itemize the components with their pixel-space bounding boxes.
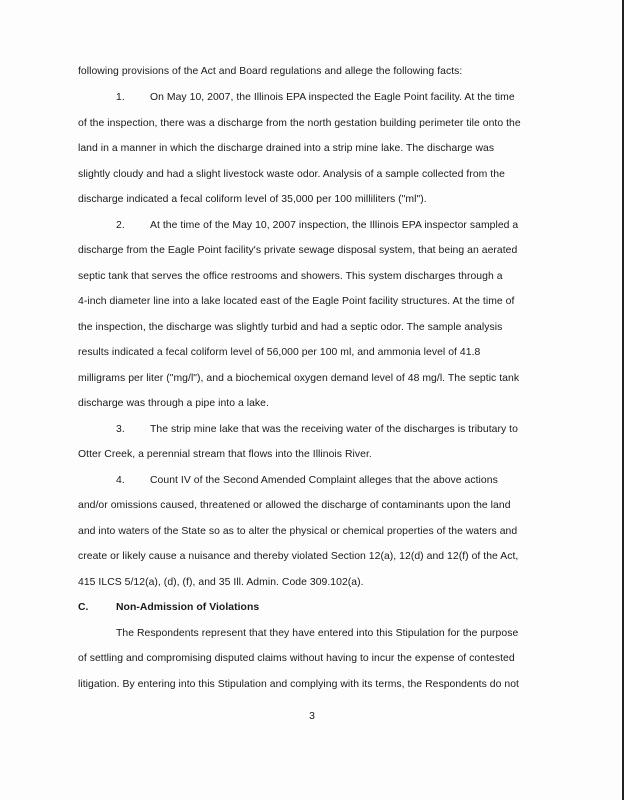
paragraph-text: At the time of the May 10, 2007 inspection, the Illinois EPA inspector sampled a	[150, 220, 519, 231]
paragraph-line: Otter Creek, a perennial stream that flows into the Illinois River.	[78, 449, 372, 460]
section-line: of settling and compromising disputed claims without having to incur the expense of contested	[78, 653, 515, 664]
paragraph-line: 415 ILCS 5/12(a), (d), (f), and 35 Ill. Admin. Code 309.102(a).	[78, 577, 364, 588]
paragraph-line: discharge indicated a fecal coliform level of 35,000 per 100 milliliters ("ml").	[78, 194, 427, 205]
paragraph-line: discharge from the Eagle Point facility's private sewage disposal system, that being an aerated	[78, 245, 518, 256]
paragraph-line: 4-inch diameter line into a lake located east of the Eagle Point facility structures. At the time of	[78, 296, 515, 307]
paragraph-line: results indicated a fecal coliform level of 56,000 per 100 ml, and ammonia level of 41.8	[78, 347, 481, 358]
paragraph-1-first-line	[116, 92, 515, 104]
paragraph-line: land in a manner in which the discharge drained into a strip mine lake. The discharge was	[78, 143, 495, 154]
paragraph-number: 3.	[116, 424, 125, 435]
paragraph-line: slightly cloudy and had a slight livestock waste odor. Analysis of a sample collected from the	[78, 169, 505, 180]
paragraph-number: 1.	[116, 92, 125, 103]
paragraph-line: septic tank that serves the office restrooms and showers. This system discharges through a	[78, 271, 503, 282]
paragraph-line: discharge was through a pipe into a lake.	[78, 398, 269, 409]
paragraph-text: On May 10, 2007, the Illinois EPA inspected the Eagle Point facility. At the time	[150, 92, 515, 103]
page-number: 3	[309, 711, 315, 722]
paragraph-3-first-line	[116, 424, 518, 436]
paragraph-line: the inspection, the discharge was slightly turbid and had a septic odor. The sample analysis	[78, 322, 503, 333]
paragraph-text: The strip mine lake that was the receiving water of the discharges is tributary to	[150, 424, 518, 435]
paragraph-4-first-line	[116, 475, 498, 487]
paragraph-line: of the inspection, there was a discharge from the north gestation building perimeter tile onto the	[78, 118, 521, 129]
paragraph-line: milligrams per liter ("mg/l"), and a biochemical oxygen demand level of 48 mg/l. The septic tank	[78, 373, 520, 384]
section-heading	[78, 602, 259, 614]
paragraph-line: and into waters of the State so as to alter the physical or chemical properties of the waters and	[78, 526, 518, 537]
section-first-line: The Respondents represent that they have entered into this Stipulation for the purpose	[116, 628, 519, 639]
section-letter: C.	[78, 602, 89, 613]
section-title: Non-Admission of Violations	[116, 602, 260, 613]
paragraph-line: create or likely cause a nuisance and thereby violated Section 12(a), 12(d) and 12(f) of the Act,	[78, 551, 519, 562]
intro-line: following provisions of the Act and Board regulations and allege the following facts:	[78, 66, 463, 77]
paragraph-line: and/or omissions caused, threatened or allowed the discharge of contaminants upon the land	[78, 500, 511, 511]
paragraph-number: 4.	[116, 475, 125, 486]
paragraph-2-first-line	[116, 220, 518, 232]
section-line: litigation. By entering into this Stipulation and complying with its terms, the Respondents do not	[78, 679, 519, 690]
paragraph-number: 2.	[116, 220, 125, 231]
paragraph-text: Count IV of the Second Amended Complaint alleges that the above actions	[150, 475, 498, 486]
